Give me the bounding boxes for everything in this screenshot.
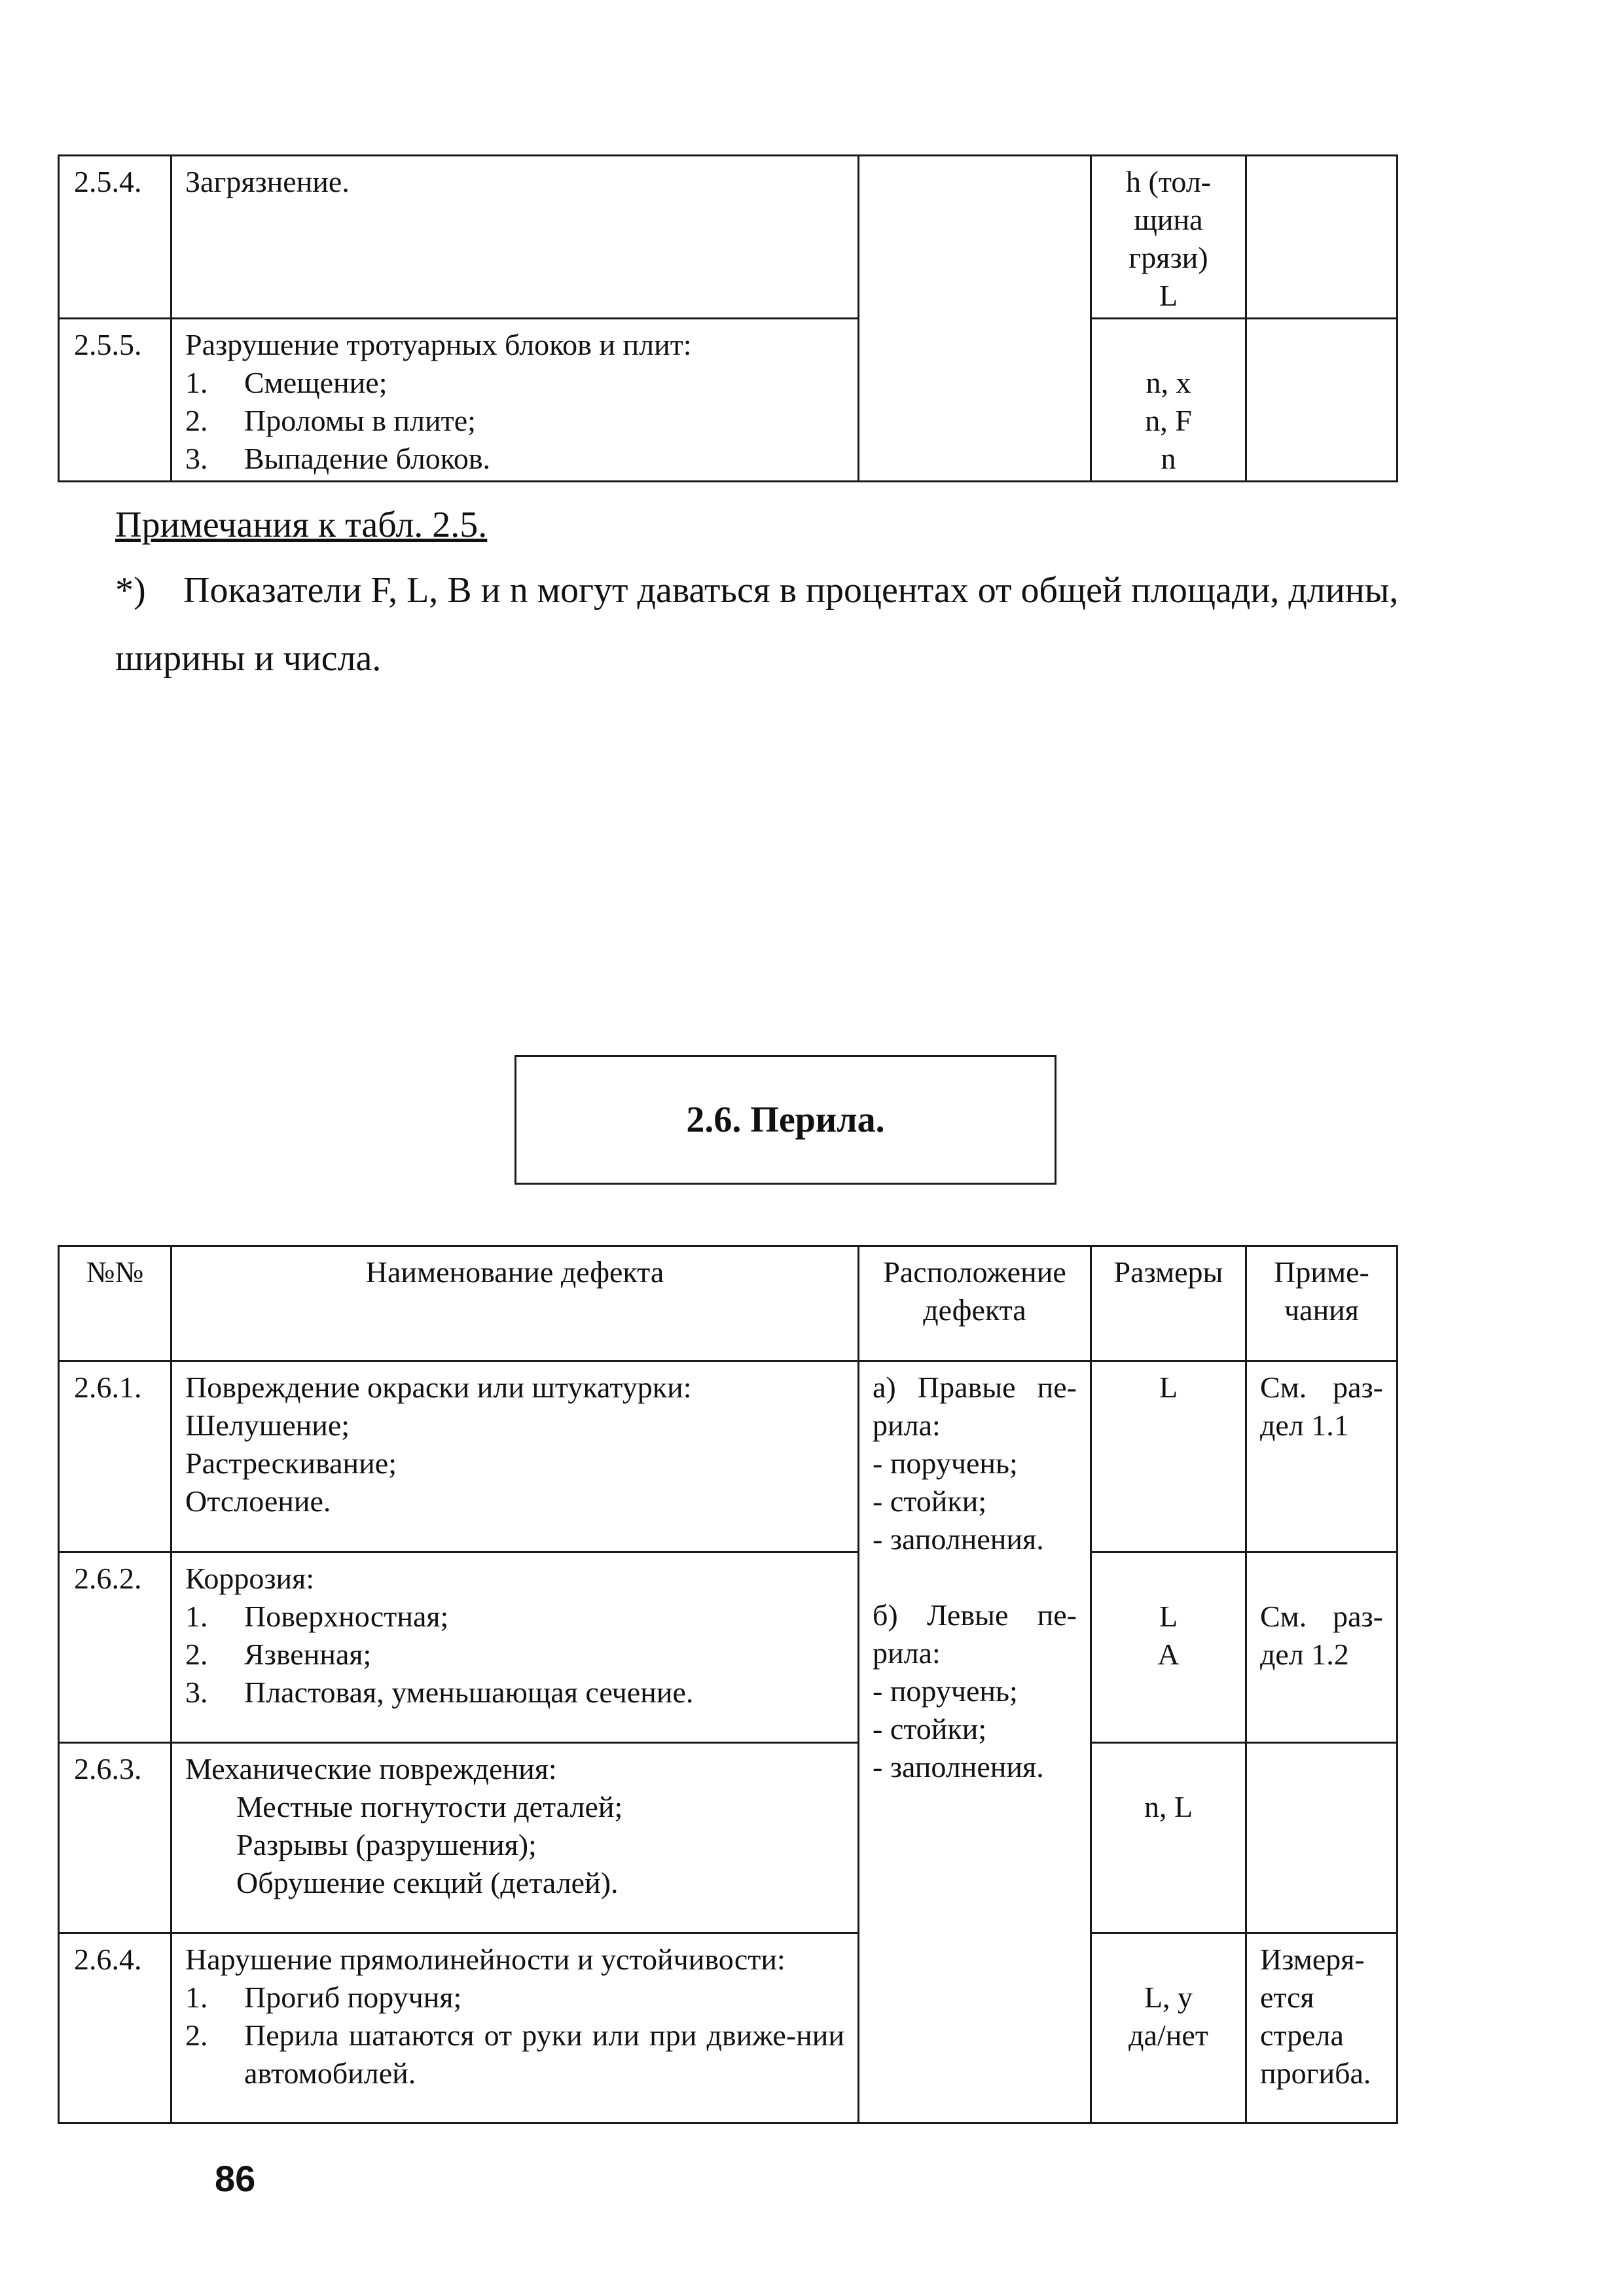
- defect-note: См. раз-дел 1.1: [1246, 1361, 1398, 1552]
- table-row: [59, 1361, 1398, 1552]
- defect-location: [859, 156, 1091, 482]
- row-number: 2.5.4.: [59, 156, 171, 319]
- defect-note: [1246, 319, 1398, 482]
- page-number: 86: [215, 2158, 256, 2199]
- defect-size: L: [1091, 1361, 1246, 1552]
- table-row: [59, 1552, 1398, 1743]
- defect-size: n, x n, F n: [1091, 319, 1246, 482]
- defect-size: h (тол- щина грязи) L: [1091, 156, 1246, 319]
- row-number: 2.6.2.: [59, 1552, 171, 1743]
- defect-name: Механические повреждения: Местные погнутости деталей; Разрывы (разрушения); Обрушение секций (деталей).: [171, 1743, 859, 1933]
- defect-name: Нарушение прямолинейности и устойчивости: 1. Прогиб поручня; 2. Перила шатаются от руки или при движе-нии автомобилей.: [171, 1933, 859, 2123]
- header-location: Расположение дефекта: [859, 1246, 1091, 1361]
- defect-note: [1246, 1743, 1398, 1933]
- table-row: [59, 1743, 1398, 1933]
- defects-table-2-6: [58, 1245, 1398, 2124]
- row-number: 2.5.5.: [59, 319, 171, 482]
- defects-table-2-5: [58, 154, 1398, 482]
- defect-name: Разрушение тротуарных блоков и плит: 1. Смещение; 2. Проломы в плите; 3. Выпадение блоков.: [171, 319, 859, 482]
- defect-size: L, y да/нет: [1091, 1933, 1246, 2123]
- header-defect-name: Наименование дефекта: [171, 1246, 859, 1361]
- defect-name: Загрязнение.: [171, 156, 859, 319]
- notes-title: Примечания к табл. 2.5.: [115, 505, 488, 545]
- footnote-text: Показатели F, L, B и n могут даваться в процентах от общей площади, длины, ширины и числа.: [115, 570, 1399, 679]
- header-notes: Приме-чания: [1246, 1246, 1398, 1361]
- row-number: 2.6.1.: [59, 1361, 171, 1552]
- defect-size: L A: [1091, 1552, 1246, 1743]
- table-row: [59, 319, 1398, 482]
- table-header-row: [59, 1246, 1398, 1361]
- defect-note: [1246, 156, 1398, 319]
- row-number: 2.6.3.: [59, 1743, 171, 1933]
- section-title: 2.6. Перила.: [514, 1055, 1056, 1185]
- row-number: 2.6.4.: [59, 1933, 171, 2123]
- notes-text: [115, 556, 1464, 692]
- table-row: [59, 156, 1398, 319]
- defect-name: Повреждение окраски или штукатурки: Шелушение; Растрескивание; Отслоение.: [171, 1361, 859, 1552]
- table-row: [59, 1933, 1398, 2123]
- table-notes: [115, 497, 1464, 692]
- defect-name: Коррозия: 1. Поверхностная; 2. Язвенная; 3. Пластовая, уменьшающая сечение.: [171, 1552, 859, 1743]
- defect-location: а) Правые пе-рила: - поручень; - стойки; - заполнения. б) Левые пе-рила: - поручень; - стойки; - заполнения.: [859, 1361, 1091, 2123]
- defect-note: Измеря-ется стрела прогиба.: [1246, 1933, 1398, 2123]
- header-size: Размеры: [1091, 1246, 1246, 1361]
- footnote-mark: *): [115, 570, 146, 611]
- defect-size: n, L: [1091, 1743, 1246, 1933]
- defect-note: См. раз-дел 1.2: [1246, 1552, 1398, 1743]
- header-number: №№: [59, 1246, 171, 1361]
